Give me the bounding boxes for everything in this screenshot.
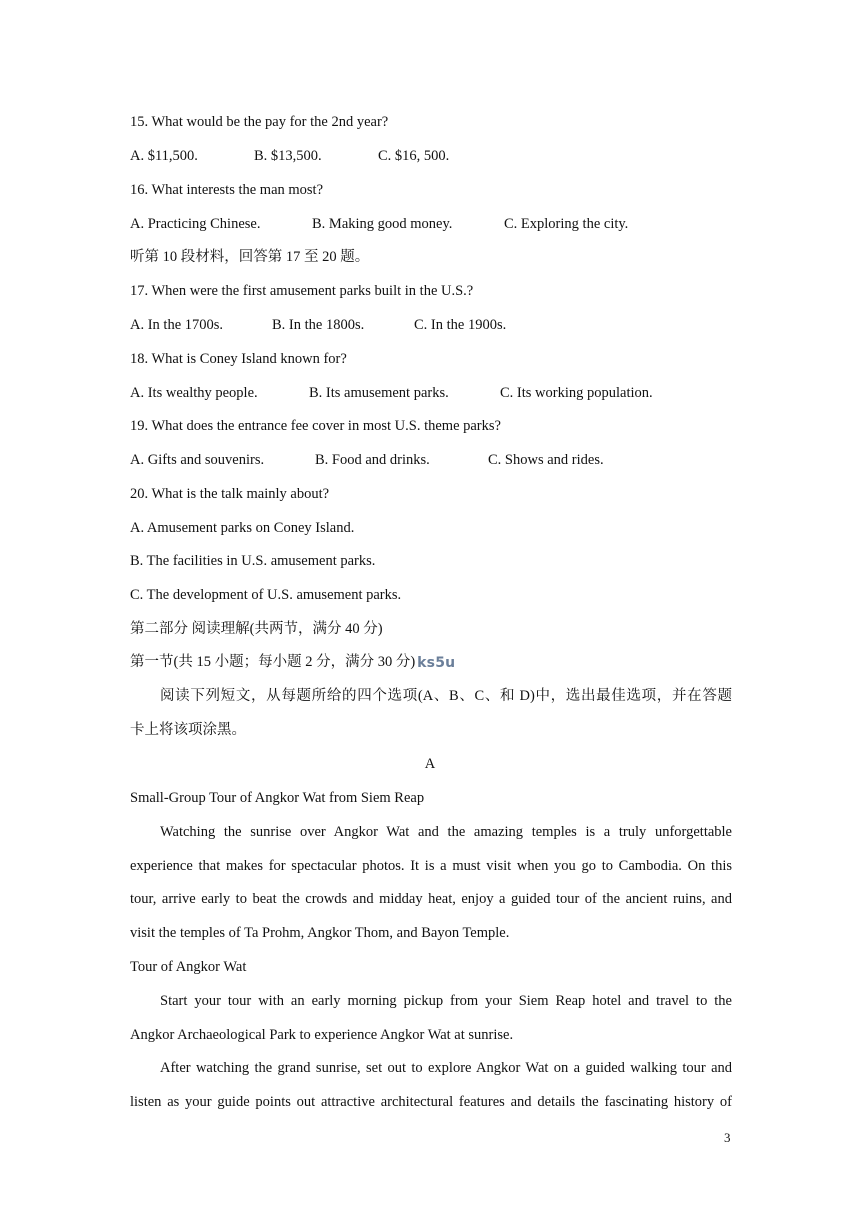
option-a: A. Gifts and souvenirs. (130, 452, 265, 468)
option-c: C. Its working population. (500, 385, 653, 401)
paragraph-2-line-2: Angkor Archaeological Park to experience Angkor Wat at sunrise. (130, 1027, 514, 1043)
reading-instruction-line-1: 阅读下列短文，从每题所给的四个选项(A、B、C、和 D)中，选出最佳选项，并在答题 (160, 688, 732, 704)
option-a: A. In the 1700s. (130, 317, 224, 333)
section-one-heading (130, 652, 455, 673)
ks5u-logo: ks5u (417, 655, 456, 671)
option-a: A. $11,500. (130, 148, 198, 164)
option-b: B. Food and drinks. (315, 452, 430, 468)
paragraph-3-line-2: listen as your guide points out attractive architectural features and details the fascinating history of (130, 1094, 732, 1110)
section-title: Tour of Angkor Wat (130, 959, 247, 975)
option-c: C. $16, 500. (378, 148, 450, 164)
paragraph-1-line-1: Watching the sunrise over Angkor Wat and the amazing temples is a truly unforgettable (160, 824, 732, 840)
paragraph-1-line-3: tour, arrive early to beat the crowds and midday heat, enjoy a guided tour of the ancient ruins, and (130, 891, 732, 907)
question-15-stem: 15. What would be the pay for the 2nd year? (130, 114, 389, 130)
option-a: A. Practicing Chinese. (130, 216, 261, 232)
question-16-stem: 16. What interests the man most? (130, 182, 324, 198)
paragraph-2-line-1: Start your tour with an early morning pickup from your Siem Reap hotel and travel to the (160, 993, 732, 1009)
option-c: C. Exploring the city. (504, 216, 629, 232)
option-b: B. Making good money. (312, 216, 453, 232)
option-a: A. Its wealthy people. (130, 385, 258, 401)
passage-title: Small-Group Tour of Angkor Wat from Siem Reap (130, 790, 425, 806)
option-c: C. In the 1900s. (414, 317, 507, 333)
passage-label: A (424, 756, 436, 772)
part-two-heading: 第二部分 阅读理解(共两节，满分 40 分) (130, 621, 383, 637)
option-b: B. Its amusement parks. (309, 385, 449, 401)
question-18-stem: 18. What is Coney Island known for? (130, 351, 347, 367)
page-number: 3 (724, 1130, 731, 1145)
reading-instruction-line-2: 卡上将该项涂黑。 (130, 722, 246, 738)
question-20-option-c: C. The development of U.S. amusement parks. (130, 587, 402, 603)
question-17-stem: 17. When were the first amusement parks built in the U.S.? (130, 283, 474, 299)
question-20-option-a: A. Amusement parks on Coney Island. (130, 520, 355, 536)
option-b: B. $13,500. (254, 148, 322, 164)
option-c: C. Shows and rides. (488, 452, 604, 468)
question-20-stem: 20. What is the talk mainly about? (130, 486, 330, 502)
question-19-stem: 19. What does the entrance fee cover in most U.S. theme parks? (130, 418, 501, 434)
paragraph-1-line-2: experience that makes for spectacular photos. It is a must visit when you go to Cambodia. On this (130, 858, 732, 874)
paragraph-1-line-4: visit the temples of Ta Prohm, Angkor Thom, and Bayon Temple. (130, 925, 510, 941)
question-20-option-b: B. The facilities in U.S. amusement parks. (130, 553, 376, 569)
paragraph-3-line-1: After watching the grand sunrise, set out to explore Angkor Wat on a guided walking tour and (160, 1060, 732, 1076)
listening-instruction: 听第 10 段材料，回答第 17 至 20 题。 (130, 249, 370, 265)
option-b: B. In the 1800s. (272, 317, 365, 333)
section-one-text: 第一节(共 15 小题；每小题 2 分，满分 30 分) (130, 654, 416, 670)
